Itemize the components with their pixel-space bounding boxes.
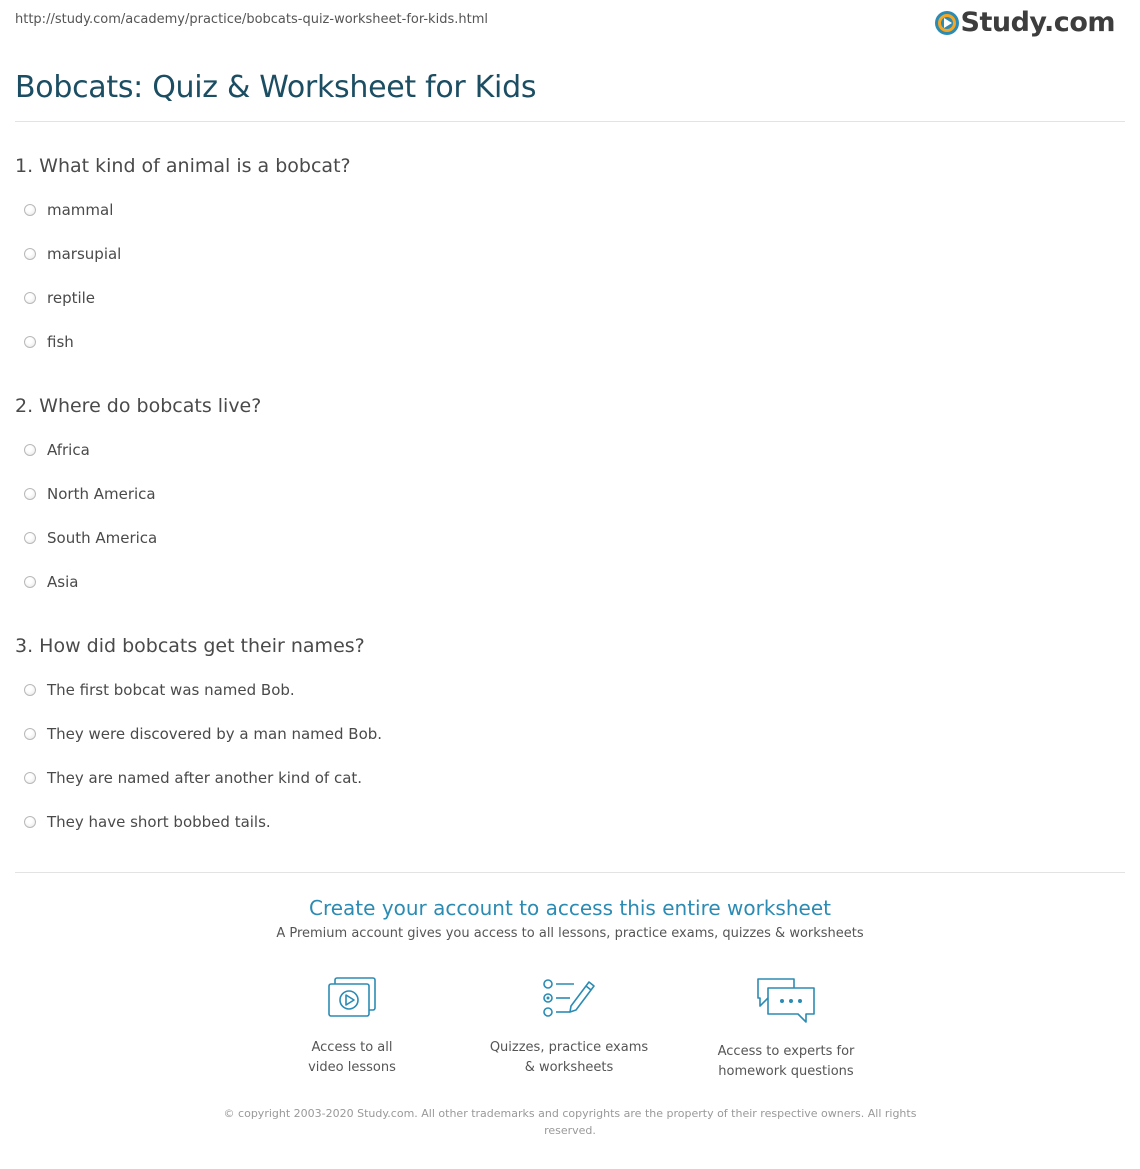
radio-button[interactable] (24, 444, 36, 456)
option-label[interactable]: mammal (47, 201, 114, 219)
question-text: 2. Where do bobcats live? (15, 395, 262, 417)
radio-button[interactable] (24, 816, 36, 828)
answer-option[interactable] (15, 320, 1015, 364)
answer-option[interactable] (15, 756, 1015, 800)
option-label[interactable]: reptile (47, 289, 96, 307)
option-label[interactable]: North America (47, 485, 156, 503)
feature-label: Quizzes, practice exams & worksheets (489, 1040, 649, 1075)
option-label[interactable]: South America (47, 529, 158, 547)
question-2 (15, 395, 1015, 604)
answer-option[interactable] (15, 668, 1015, 712)
radio-button[interactable] (24, 204, 36, 216)
radio-button[interactable] (24, 336, 36, 348)
study-logo-icon (935, 11, 959, 35)
cta-subtitle: A Premium account gives you access to all lessons, practice exams, quizzes & worksheets (276, 926, 864, 941)
option-label[interactable]: They are named after another kind of cat. (47, 769, 363, 787)
section-divider (15, 872, 1125, 873)
study-logo[interactable] (935, 7, 1115, 38)
page-title: Bobcats: Quiz & Worksheet for Kids (15, 70, 537, 105)
radio-button[interactable] (24, 488, 36, 500)
option-label[interactable]: marsupial (47, 245, 122, 263)
answer-option[interactable] (15, 472, 1015, 516)
option-label[interactable]: The first bobcat was named Bob. (47, 681, 295, 699)
title-divider (15, 121, 1125, 122)
option-label[interactable]: Asia (47, 573, 79, 591)
answer-option[interactable] (15, 516, 1015, 560)
radio-button[interactable] (24, 772, 36, 784)
radio-button[interactable] (24, 532, 36, 544)
option-label[interactable]: Africa (47, 441, 90, 459)
feature-video-lessons (252, 976, 452, 1078)
answer-option[interactable] (15, 232, 1015, 276)
answer-option[interactable] (15, 712, 1015, 756)
chat-bubbles-icon (754, 976, 818, 1026)
quiz-checklist-icon (541, 976, 597, 1022)
cta-title[interactable]: Create your account to access this entire worksheet (309, 896, 831, 920)
answer-option[interactable] (15, 560, 1015, 604)
logo-text: Study.com (960, 7, 1115, 38)
radio-button[interactable] (24, 684, 36, 696)
radio-button[interactable] (24, 728, 36, 740)
option-label[interactable]: fish (47, 333, 74, 351)
copyright-footer: © copyright 2003-2020 Study.com. All other trademarks and copyrights are the property of their respective owners. All rights reserved. (223, 1107, 917, 1137)
feature-label: Access to experts for homework questions (717, 1044, 855, 1079)
answer-option[interactable] (15, 276, 1015, 320)
video-lessons-icon (326, 976, 378, 1022)
radio-button[interactable] (24, 292, 36, 304)
answer-option[interactable] (15, 800, 1015, 844)
radio-button[interactable] (24, 248, 36, 260)
question-text: 3. How did bobcats get their names? (15, 635, 365, 657)
question-1 (15, 155, 1015, 364)
option-label[interactable]: They were discovered by a man named Bob. (47, 725, 383, 743)
question-text: 1. What kind of animal is a bobcat? (15, 155, 351, 177)
top-bar (15, 0, 1125, 45)
feature-experts (686, 976, 886, 1082)
radio-button[interactable] (24, 576, 36, 588)
page-url[interactable]: http://study.com/academy/practice/bobcats-quiz-worksheet-for-kids.html (15, 12, 488, 27)
answer-option[interactable] (15, 428, 1015, 472)
feature-quizzes (469, 976, 669, 1078)
answer-option[interactable] (15, 188, 1015, 232)
question-3 (15, 635, 1015, 844)
option-label[interactable]: They have short bobbed tails. (47, 813, 271, 831)
feature-label: Access to all video lessons (308, 1040, 396, 1075)
